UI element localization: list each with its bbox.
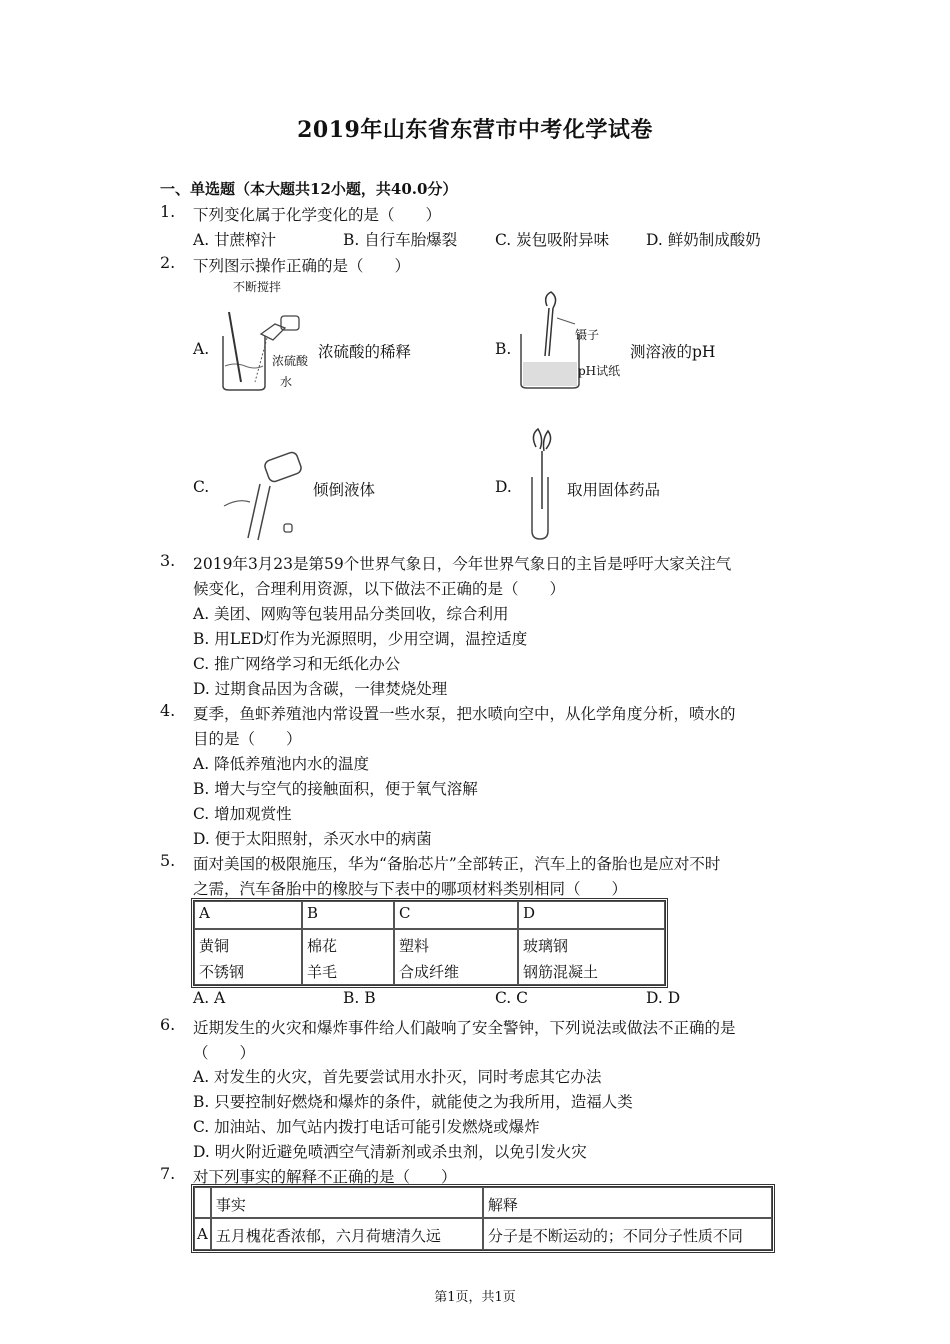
table-header-cell: 解释 [483,1187,772,1218]
question-number: 6. [160,1015,176,1034]
table-cell: 分子是不断运动的；不同分子性质不同 [483,1218,772,1250]
question-number: 7. [160,1164,176,1183]
facts-table [191,1184,775,1253]
question-text: 下列变化属于化学变化的是（ ） [193,206,442,224]
question-text: （ ） [193,1044,256,1062]
table-header-cell: C [394,901,518,929]
fig-label: 水 [280,375,293,389]
option-a-caption: 浓硫酸的稀释 [318,343,412,361]
table-cell: 玻璃钢 钢筋混凝土 [518,929,665,985]
table-cell: 塑料 合成纤维 [394,929,518,985]
option-c: C. 推广网络学习和无纸化办公 [193,655,401,673]
option-a: A. 降低养殖池内水的温度 [193,755,370,773]
question-text: 目的是（ ） [193,730,302,748]
pouring-figure [220,442,315,542]
question-text: 下列图示操作正确的是（ ） [193,257,411,275]
option-c: C. C [495,989,529,1007]
option-c: C. 炭包吸附异味 [495,231,610,249]
question-number: 2. [160,253,176,272]
question-number: 4. [160,701,176,720]
option-a: A. 美团、网购等包装用品分类回收，综合利用 [193,605,509,623]
table-header-cell: A [194,901,302,929]
table-header-cell: D [518,901,665,929]
question-text: 之需，汽车备胎中的橡胶与下表中的哪项材料类别相同（ ） [193,880,628,898]
option-b-letter: B. [495,340,512,358]
solid-reagent-figure [518,425,568,543]
option-a: A. 对发生的火灾，首先要尝试用水扑灭，同时考虑其它办法 [193,1068,602,1086]
question-text: 夏季，鱼虾养殖池内常设置一些水泵，把水喷向空中，从化学角度分析，喷水的 [193,705,736,723]
dilution-figure [215,278,315,398]
table-cell: A [194,1218,211,1250]
table-header-cell: B [302,901,394,929]
table-header-cell [194,1187,211,1218]
option-b: B. 用LED灯作为光源照明，少用空调，温控适度 [193,630,528,648]
option-b: B. 增大与空气的接触面积，便于氧气溶解 [193,780,478,798]
option-b: B. 自行车胎爆裂 [343,231,458,249]
question-text: 对下列事实的解释不正确的是（ ） [193,1168,457,1186]
fig-label: 镊子 [575,328,600,342]
option-d: D. 过期食品因为含碳，一律焚烧处理 [193,680,448,698]
option-a-letter: A. [193,340,210,358]
option-d-caption: 取用固体药品 [567,481,661,499]
option-c: C. 加油站、加气站内拨打电话可能引发燃烧或爆炸 [193,1118,540,1136]
fig-label: pH试纸 [578,364,621,378]
fig-label: 浓硫酸 [272,354,309,368]
page-title: 2019年山东省东营市中考化学试卷 [297,117,653,143]
option-d: D. 明火附近避免喷洒空气清新剂或杀虫剂，以免引发火灾 [193,1143,587,1161]
option-b: B. B [343,989,376,1007]
question-text: 2019年3月23是第59个世界气象日，今年世界气象日的主旨是呼吁大家关注气 [193,555,732,573]
option-b-caption: 测溶液的pH [630,343,716,361]
question-number: 1. [160,202,176,221]
option-d-letter: D. [495,478,512,496]
option-c: C. 增加观赏性 [193,805,292,823]
option-a: A. A [193,989,226,1007]
fig-label: 不断搅拌 [233,280,282,294]
option-c-letter: C. [193,478,210,496]
option-d: D. 便于太阳照射，杀灭水中的病菌 [193,830,432,848]
materials-table [191,898,668,988]
question-text: 候变化，合理利用资源，以下做法不正确的是（ ） [193,580,566,598]
table-cell: 棉花 羊毛 [302,929,394,985]
page-footer: 第1页，共1页 [434,1290,516,1305]
question-number: 5. [160,851,176,870]
option-d: D. D [646,989,681,1007]
question-text: 面对美国的极限施压，华为“备胎芯片”全部转正，汽车上的备胎也是应对不时 [193,855,721,873]
question-number: 3. [160,551,176,570]
option-b: B. 只要控制好燃烧和爆炸的条件，就能使之为我所用，造福人类 [193,1093,633,1111]
table-cell: 黄铜 不锈钢 [194,929,302,985]
option-d: D. 鲜奶制成酸奶 [646,231,761,249]
option-c-caption: 倾倒液体 [313,481,376,499]
option-a: A. 甘蔗榨汁 [193,231,277,249]
question-text: 近期发生的火灾和爆炸事件给人们敲响了安全警钟，下列说法或做法不正确的是 [193,1019,736,1037]
ph-test-figure [517,288,627,398]
section-heading: 一、单选题（本大题共12小题，共40.0分） [160,180,458,198]
table-header-cell: 事实 [211,1187,483,1218]
table-cell: 五月槐花香浓郁，六月荷塘清久远 [211,1218,483,1250]
